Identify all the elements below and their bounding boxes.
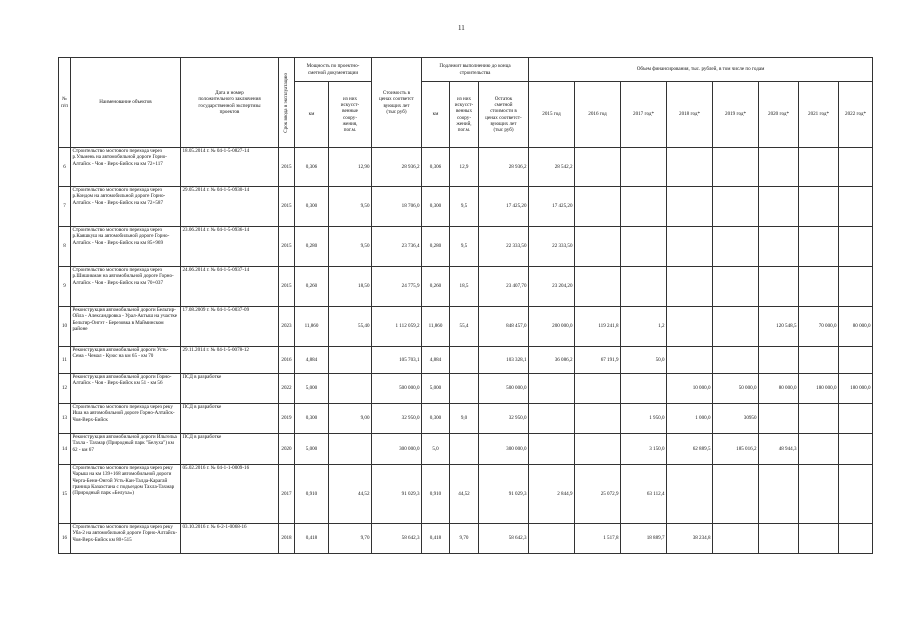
finance-cell: 38 234,8 <box>667 524 713 554</box>
row-number: 6 <box>59 148 71 187</box>
remaining-cost: 22 333,50 <box>479 227 529 267</box>
remaining-cost: 28 936,2 <box>479 148 529 187</box>
object-name: Строительство мостового перехода через реку Уба-2 на автомобильной дороге Горно-Алтайск-Чоя-Верх-Бийск км 80+515 <box>71 524 181 554</box>
finance-cell: 62 889,5 <box>667 434 713 465</box>
capacity-km: 5,000 <box>295 434 329 465</box>
finance-cell <box>667 148 713 187</box>
capacity-structures <box>329 434 372 465</box>
finance-cell <box>529 434 575 465</box>
remaining-structures: 9,70 <box>450 524 479 554</box>
table-row <box>59 347 873 374</box>
table-row <box>59 148 873 187</box>
finance-cell <box>759 465 799 524</box>
finance-cell <box>839 267 873 307</box>
table-row <box>59 267 873 307</box>
table-header <box>59 58 873 148</box>
commissioning-year: 2018 <box>279 524 295 554</box>
expertise-info: 03.10.2016 г. № 6-2-1-0068-16 <box>181 524 279 554</box>
object-name: Реконструкция автомобильной дороги Усть-Сема - Чемал - Куюс на км 65 - км 70 <box>71 347 181 374</box>
finance-cell: 80 000,0 <box>839 307 873 347</box>
investment-table <box>58 57 873 554</box>
finance-cell: 2 844,9 <box>529 465 575 524</box>
remaining-structures <box>450 434 479 465</box>
estimated-cost: 32 950,0 <box>372 404 422 434</box>
capacity-structures: 9,50 <box>329 187 372 227</box>
header-cost: Стоимость в ценах соответст вующих лет (тыс руб) <box>372 58 422 148</box>
finance-cell: 3 150,0 <box>621 434 667 465</box>
estimated-cost: 91 029,3 <box>372 465 422 524</box>
capacity-structures: 18,50 <box>329 267 372 307</box>
expertise-info: 23.06.2014 г. № 04-1-5-0936-14 <box>181 227 279 267</box>
capacity-km: 0,306 <box>295 148 329 187</box>
finance-cell <box>759 227 799 267</box>
remaining-km: 5,0 <box>422 434 450 465</box>
remaining-km: 11,860 <box>422 307 450 347</box>
remaining-cost: 17 425,20 <box>479 187 529 227</box>
header-year-2021: 2021 год* <box>799 82 839 148</box>
table-row <box>59 227 873 267</box>
expertise-info: 18.05.2014 г. № 04-1-5-0827-14 <box>181 148 279 187</box>
estimated-cost: 500 000,0 <box>372 374 422 404</box>
remaining-km: 0,280 <box>422 227 450 267</box>
row-number: 14 <box>59 434 71 465</box>
finance-cell: 30950 <box>713 404 759 434</box>
finance-cell <box>667 307 713 347</box>
page-number: 11 <box>458 24 465 32</box>
finance-cell <box>799 148 839 187</box>
table-row <box>59 465 873 524</box>
header-year-2022: 2022 год* <box>839 82 873 148</box>
finance-cell <box>799 404 839 434</box>
capacity-km: 11,860 <box>295 307 329 347</box>
capacity-structures: 9,00 <box>329 404 372 434</box>
finance-cell: 180 000,0 <box>799 374 839 404</box>
estimated-cost: 1 112 059,2 <box>372 307 422 347</box>
finance-cell: 50 000,0 <box>713 374 759 404</box>
expertise-info: 17.08.2009 г. № 04-1-5-0037-09 <box>181 307 279 347</box>
finance-cell <box>839 434 873 465</box>
finance-cell <box>713 465 759 524</box>
estimated-cost: 23 736,4 <box>372 227 422 267</box>
row-number: 12 <box>59 374 71 404</box>
capacity-km: 4,884 <box>295 347 329 374</box>
finance-cell <box>799 227 839 267</box>
header-object: Наименование объектов <box>71 58 181 148</box>
finance-cell <box>713 307 759 347</box>
header-year: Срок ввода в эксплуатацию <box>279 58 295 148</box>
capacity-km: 0,260 <box>295 267 329 307</box>
remaining-km: 5,000 <box>422 374 450 404</box>
expertise-info: ПСД в разработке <box>181 404 279 434</box>
finance-cell <box>667 465 713 524</box>
finance-cell <box>799 524 839 554</box>
remaining-structures: 12,9 <box>450 148 479 187</box>
expertise-info: ПСД в разработке <box>181 374 279 404</box>
object-name: Строительство мостового перехода через р.Шишикман на автомобильной дороге Горно-Алтайск - Чоя - Верх-Бийск на км 70+037 <box>71 267 181 307</box>
finance-cell: 50,0 <box>621 347 667 374</box>
commissioning-year: 2015 <box>279 187 295 227</box>
finance-cell: 1 517,8 <box>575 524 621 554</box>
header-year-2017: 2017 год* <box>621 82 667 148</box>
row-number: 16 <box>59 524 71 554</box>
finance-cell <box>713 524 759 554</box>
finance-cell <box>759 148 799 187</box>
header-year-2018: 2018 год* <box>667 82 713 148</box>
remaining-cost: 300 000,0 <box>479 434 529 465</box>
estimated-cost: 105 703,1 <box>372 347 422 374</box>
finance-cell <box>759 267 799 307</box>
table-row <box>59 374 873 404</box>
finance-cell <box>713 227 759 267</box>
finance-cell: 1 950,0 <box>621 404 667 434</box>
table-row <box>59 307 873 347</box>
finance-cell <box>759 524 799 554</box>
header-remain-art: из них искусст- венных соору- жений, пог.м. <box>450 82 479 148</box>
finance-cell: 18 889,7 <box>621 524 667 554</box>
estimated-cost: 28 936,2 <box>372 148 422 187</box>
finance-cell <box>667 347 713 374</box>
finance-cell <box>621 227 667 267</box>
finance-cell <box>839 227 873 267</box>
capacity-structures: 44,52 <box>329 465 372 524</box>
remaining-km: 0,418 <box>422 524 450 554</box>
finance-cell <box>575 374 621 404</box>
row-number: 13 <box>59 404 71 434</box>
remaining-km: 0,306 <box>422 148 450 187</box>
table-row <box>59 404 873 434</box>
object-name: Строительство мостового перехода через р.Каяшкуш на автомобильной дороге Горно-Алтайск - Чоя - Верх-Бийск на км 85+969 <box>71 227 181 267</box>
row-number: 11 <box>59 347 71 374</box>
finance-cell <box>839 465 873 524</box>
finance-cell <box>621 374 667 404</box>
capacity-km: 0,280 <box>295 227 329 267</box>
estimated-cost: 24 775,9 <box>372 267 422 307</box>
row-number: 15 <box>59 465 71 524</box>
finance-cell: 22 333,50 <box>529 227 575 267</box>
remaining-cost: 103 328,1 <box>479 347 529 374</box>
capacity-structures: 9,70 <box>329 524 372 554</box>
table-row <box>59 187 873 227</box>
finance-cell: 1,2 <box>621 307 667 347</box>
row-number: 9 <box>59 267 71 307</box>
finance-cell: 63 112,4 <box>621 465 667 524</box>
capacity-structures <box>329 347 372 374</box>
expertise-info: 29.05.2014 г. № 04-1-5-0930-14 <box>181 187 279 227</box>
remaining-structures <box>450 347 479 374</box>
finance-cell: 185 016,2 <box>713 434 759 465</box>
commissioning-year: 2019 <box>279 404 295 434</box>
header-remain-km: км <box>422 82 450 148</box>
finance-cell <box>799 465 839 524</box>
estimated-cost: 300 000,0 <box>372 434 422 465</box>
finance-cell <box>529 524 575 554</box>
remaining-cost: 58 642,3 <box>479 524 529 554</box>
header-km: км <box>295 82 329 148</box>
row-number: 7 <box>59 187 71 227</box>
header-num: № п/п <box>59 58 71 148</box>
finance-cell: 180 000,0 <box>839 374 873 404</box>
header-year-2019: 2019 год* <box>713 82 759 148</box>
object-name: Реконструкция автомобильной дороги Бельтир-Ойла - Александровка - Урал-Актыш на участке Бельтир-Онгэт - Березовка в Майминском районе <box>71 307 181 347</box>
finance-cell: 70 000,0 <box>799 307 839 347</box>
commissioning-year: 2015 <box>279 148 295 187</box>
finance-cell <box>575 404 621 434</box>
finance-cell: 119 241,8 <box>575 307 621 347</box>
capacity-km: 0,418 <box>295 524 329 554</box>
remaining-structures: 9,5 <box>450 227 479 267</box>
table-row <box>59 434 873 465</box>
capacity-km: 0,910 <box>295 465 329 524</box>
remaining-cost: 848 457,0 <box>479 307 529 347</box>
finance-cell <box>839 187 873 227</box>
header-doc: Дата и номер положительного заключения государственной экспертизы проектов <box>181 58 279 148</box>
finance-cell <box>713 347 759 374</box>
expertise-info: 24.06.2014 г. № 04-1-5-0937-14 <box>181 267 279 307</box>
capacity-km: 0,300 <box>295 404 329 434</box>
header-capacity-group: Мощность по проектно- сметной документации <box>295 58 372 82</box>
object-name: Реконструкция автомобильной дороги Горно-Алтайск - Чоя - Верх-Бийск км 51 - км 56 <box>71 374 181 404</box>
capacity-km: 5,000 <box>295 374 329 404</box>
remaining-structures: 44,52 <box>450 465 479 524</box>
finance-cell <box>799 434 839 465</box>
remaining-km: 0,300 <box>422 187 450 227</box>
header-remain-group: Подлежит выполнению до конца строительства <box>422 58 529 82</box>
finance-cell <box>839 148 873 187</box>
finance-cell <box>667 267 713 307</box>
finance-cell: 1 000,0 <box>667 404 713 434</box>
finance-cell <box>759 404 799 434</box>
estimated-cost: 58 642,3 <box>372 524 422 554</box>
remaining-km: 0,300 <box>422 404 450 434</box>
finance-cell <box>799 187 839 227</box>
object-name: Строительство мостового перехода через реку Ишa на автомобильной дороге Горно-Алтайск-Чоя-Верх-Бийск <box>71 404 181 434</box>
row-number: 8 <box>59 227 71 267</box>
remaining-structures <box>450 374 479 404</box>
header-year-2015: 2015 год <box>529 82 575 148</box>
estimated-cost: 18 706,0 <box>372 187 422 227</box>
finance-cell <box>621 148 667 187</box>
header-km-art: из них искусст- венные соору- жения, пог.м. <box>329 82 372 148</box>
expertise-info: 29.11.2014 г. № 04-1-5-0078-12 <box>181 347 279 374</box>
object-name: Строительство мостового перехода через р.Кондом на автомобильной дороге Горно-Алтайск - Чоя - Верх-Бийск на км 72+587 <box>71 187 181 227</box>
remaining-structures: 55,4 <box>450 307 479 347</box>
finance-cell <box>575 187 621 227</box>
header-year-2016: 2016 год <box>575 82 621 148</box>
capacity-structures: 9,50 <box>329 227 372 267</box>
remaining-cost: 23 407,70 <box>479 267 529 307</box>
finance-cell <box>839 524 873 554</box>
finance-cell: 48 944,3 <box>759 434 799 465</box>
expertise-info: 05.02.2016 г. № 04-1-1-0009-16 <box>181 465 279 524</box>
finance-cell <box>799 267 839 307</box>
capacity-structures: 12,90 <box>329 148 372 187</box>
table-row <box>59 524 873 554</box>
finance-cell <box>575 227 621 267</box>
finance-cell <box>667 227 713 267</box>
finance-cell: 23 204,20 <box>529 267 575 307</box>
finance-cell: 67 191,9 <box>575 347 621 374</box>
header-finance-group: Объем финансирования, тыс. рублей, в том числе по годам <box>529 58 873 82</box>
row-number: 10 <box>59 307 71 347</box>
finance-cell <box>621 267 667 307</box>
finance-cell <box>713 267 759 307</box>
finance-cell: 10 000,0 <box>667 374 713 404</box>
capacity-structures <box>329 374 372 404</box>
object-name: Строительство мостового перехода через р.Ульмень на автомобильной дороге Горно-Алтайск - Чоя - Верх-Бийск на км 72+117 <box>71 148 181 187</box>
finance-cell: 36 086,2 <box>529 347 575 374</box>
finance-cell <box>713 187 759 227</box>
finance-cell <box>759 187 799 227</box>
finance-cell <box>575 267 621 307</box>
commissioning-year: 2017 <box>279 465 295 524</box>
header-remain-cost: Остаток сметной стоимости в ценах соответст- вующих лет (тыс руб) <box>479 82 529 148</box>
table-body <box>59 148 873 554</box>
finance-cell <box>799 347 839 374</box>
finance-cell <box>575 148 621 187</box>
capacity-km: 0,300 <box>295 187 329 227</box>
finance-cell <box>529 374 575 404</box>
remaining-km: 0,910 <box>422 465 450 524</box>
finance-cell: 80 000,0 <box>759 374 799 404</box>
remaining-cost: 500 000,0 <box>479 374 529 404</box>
commissioning-year: 2015 <box>279 267 295 307</box>
finance-cell <box>667 187 713 227</box>
finance-cell: 17 425,20 <box>529 187 575 227</box>
commissioning-year: 2023 <box>279 307 295 347</box>
finance-cell <box>713 148 759 187</box>
finance-cell <box>621 187 667 227</box>
remaining-km: 4,884 <box>422 347 450 374</box>
object-name: Строительство мостового перехода через реку Чарыш на км 139+168 автомобильной дороги Черга-Бени-Онгой Усть-Кан-Талда-Карагай граница Казахстана с подъездом Тахла-Тахмар (Природный парк «Белуха») <box>71 465 181 524</box>
remaining-cost: 91 029,3 <box>479 465 529 524</box>
object-name: Реконструкция автомобильной дороги Ильгельа Тахла - Тахмар (Природный парк "Белуха") км 62 - км 67 <box>71 434 181 465</box>
capacity-structures: 55,40 <box>329 307 372 347</box>
finance-cell <box>839 347 873 374</box>
finance-cell: 200 000,0 <box>529 307 575 347</box>
remaining-structures: 9,0 <box>450 404 479 434</box>
commissioning-year: 2022 <box>279 374 295 404</box>
commissioning-year: 2016 <box>279 347 295 374</box>
finance-cell: 28 542,2 <box>529 148 575 187</box>
remaining-structures: 9,5 <box>450 187 479 227</box>
finance-cell <box>575 434 621 465</box>
header-year-2020: 2020 год* <box>759 82 799 148</box>
finance-cell <box>529 404 575 434</box>
finance-cell: 120 548,5 <box>759 307 799 347</box>
expertise-info: ПСД в разработке <box>181 434 279 465</box>
finance-cell <box>839 404 873 434</box>
finance-cell: 25 072,9 <box>575 465 621 524</box>
remaining-cost: 32 950,0 <box>479 404 529 434</box>
remaining-structures: 18,5 <box>450 267 479 307</box>
remaining-km: 0,260 <box>422 267 450 307</box>
commissioning-year: 2020 <box>279 434 295 465</box>
commissioning-year: 2015 <box>279 227 295 267</box>
finance-cell <box>759 347 799 374</box>
